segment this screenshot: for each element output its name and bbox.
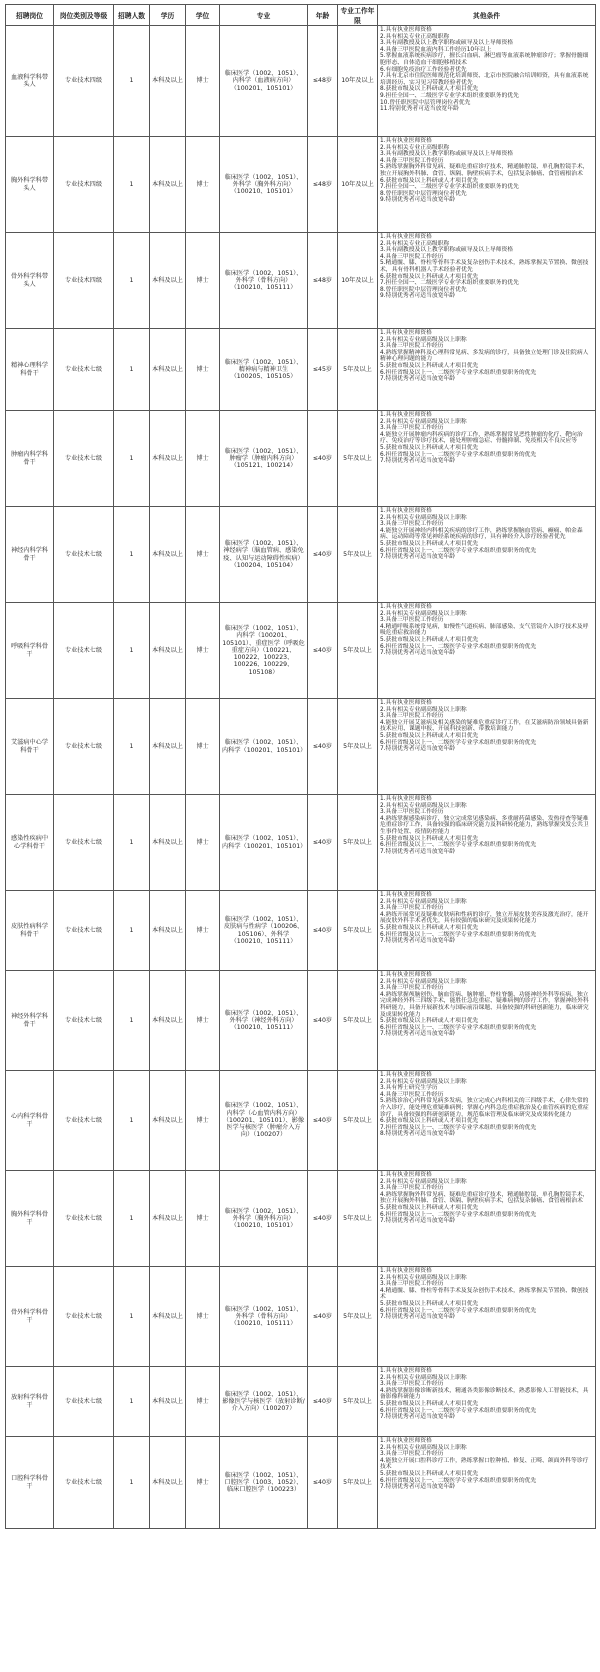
requirement-line: 6.担任省级及以上一、二级医学专业学术组织重要职务的优先 [380, 931, 537, 938]
post-cell: 神经内科学科骨干 [6, 507, 54, 603]
requirement-line: 5.获批市级及以上科研或人才项目优先 [380, 1300, 479, 1307]
count-cell: 1 [114, 1071, 150, 1171]
table-row [6, 411, 596, 507]
edu-cell: 本科及以上 [150, 1367, 186, 1437]
count-cell: 1 [114, 971, 150, 1071]
requirement-line: 5.获批市级及以上科研或人才项目优先 [380, 1204, 479, 1211]
requirement-line: 4.能独立开展口腔科诊疗工作，熟练掌握口腔种植、修复、正畸、颌面外科等诊疗技术 [380, 1457, 589, 1471]
requirement-line: 4.精通呼吸系统常见病，如慢性气道疾病、肺部感染、支气管镜介入诊疗技术及呼吸危重症救治能力 [380, 623, 589, 637]
age-cell: ≤40岁 [308, 603, 338, 699]
level-cell: 专业技术七级 [54, 411, 114, 507]
degree-cell: 博士 [186, 1071, 220, 1171]
degree-cell: 博士 [186, 137, 220, 233]
count-cell: 1 [114, 699, 150, 795]
requirement-line: 7.担任全国一、二级医学专业学术组织重要职务的优先 [380, 280, 519, 287]
requirement-line: 4.能独立开展神经内科相关疾病的诊疗工作，熟练掌握脑血管病、癫痫、帕金森病、运动障碍等常见神经系统疾病的诊疗，具有神经介入诊疗经验者优先 [380, 527, 583, 541]
major-cell: 临床医学（1002、1051）、影像医学与核医学（放射诊断/介入方向）（100207） [220, 1367, 308, 1437]
requirement-line: 8.曾任职医院中层管理岗位者优先 [380, 286, 467, 293]
degree-cell: 博士 [186, 1171, 220, 1267]
degree-cell: 博士 [186, 891, 220, 971]
count-cell: 1 [114, 411, 150, 507]
count-cell: 1 [114, 26, 150, 137]
level-cell: 专业技术七级 [54, 1437, 114, 1529]
requirements-cell [378, 329, 596, 411]
level-cell: 专业技术七级 [54, 795, 114, 891]
post-cell: 骨外科学科带头人 [6, 233, 54, 329]
requirement-line: 5.精通髋、膝、脊柱等骨科手术及复杂创伤手术技术，熟练掌握关节置换、微创技术，具有骨科机器人手术经验者优先 [380, 260, 589, 273]
requirement-line: 1.具有执业医师资格 [380, 412, 432, 418]
level-cell: 专业技术七级 [54, 699, 114, 795]
requirement-line: 2.具有相关专业副高级及以上职称 [380, 336, 467, 343]
degree-cell: 博士 [186, 1437, 220, 1529]
requirement-line: 4.熟练掌握颅脑创伤、脑血管病、脑肿瘤、脊柱脊髓、功能神经外科等疾病，独立完成神经外科三四级手术，能胜任急危重症、疑难病例的诊疗工作，掌握神经外科科研能力，具备开展新技术与国际前沿课题、具备较强的科研创新能力，临床研究及成果转化能力 [380, 991, 589, 1018]
requirement-line: 2.具有相关专业正高级职称 [380, 33, 450, 40]
count-cell: 1 [114, 1437, 150, 1529]
degree-cell: 博士 [186, 329, 220, 411]
table-row [6, 795, 596, 891]
requirement-line: 3.具有副教授及以上教学职称或硕导及以上导师资格 [380, 247, 514, 254]
requirements-cell [378, 1171, 596, 1267]
years-cell: 5年及以上 [338, 329, 378, 411]
requirement-line: 3.具备三甲医院工作经历 [380, 617, 444, 624]
post-cell: 骨外科学科骨干 [6, 1267, 54, 1367]
age-cell: ≤40岁 [308, 699, 338, 795]
edu-cell: 本科及以上 [150, 411, 186, 507]
requirements-cell [378, 603, 596, 699]
table-row [6, 1267, 596, 1367]
post-cell: 神经外科学科骨干 [6, 971, 54, 1071]
edu-cell: 本科及以上 [150, 507, 186, 603]
requirement-line: 9.特别优秀者可适当放宽年龄 [380, 293, 456, 300]
header-age: 年龄 [308, 5, 338, 26]
edu-cell: 本科及以上 [150, 699, 186, 795]
requirement-line: 6.有细胞免疫治疗工作经验者优先 [380, 66, 467, 73]
post-cell: 呼吸科学科骨干 [6, 603, 54, 699]
edu-cell: 本科及以上 [150, 891, 186, 971]
requirements-cell [378, 26, 596, 137]
level-cell: 专业技术七级 [54, 329, 114, 411]
requirement-line: 5.获批市级及以上科研或人才项目优先 [380, 636, 479, 643]
table-row [6, 1171, 596, 1267]
post-cell: 感染性疾病中心学科骨干 [6, 795, 54, 891]
table-row [6, 1437, 596, 1529]
level-cell: 专业技术七级 [54, 1071, 114, 1171]
header-years: 专业工作年限 [338, 5, 378, 26]
requirements-cell [378, 1267, 596, 1367]
requirement-line: 6.担任省级及以上一、二级医学专业学术组织重要职务的优先 [380, 1407, 537, 1414]
requirement-line: 11.特别优秀者可适当放宽年龄 [380, 106, 459, 113]
requirement-line: 6.获批市级及以上科研或人才项目优先 [380, 1118, 479, 1125]
table-row [6, 233, 596, 329]
age-cell: ≤48岁 [308, 233, 338, 329]
requirement-line: 2.具有相关专业副高级及以上职称 [380, 802, 467, 809]
requirement-line: 7.特别优秀者可适当放宽年龄 [380, 1031, 456, 1038]
major-cell: 临床医学（1002、1051）、皮肤病与性病学（100206、105106）、外科学（100210、105111） [220, 891, 308, 971]
post-cell: 血液科学科带头人 [6, 26, 54, 137]
requirements-cell [378, 1437, 596, 1529]
level-cell: 专业技术七级 [54, 1267, 114, 1367]
years-cell: 5年及以上 [338, 1267, 378, 1367]
years-cell: 5年及以上 [338, 795, 378, 891]
requirement-line: 7.特别优秀者可适当放宽年龄 [380, 1218, 456, 1225]
age-cell: ≤40岁 [308, 507, 338, 603]
major-cell: 临床医学（1002、1051）、神经病学（脑血管病、感染免疫、认知与运动障碍性疾病）（100204、105104） [220, 507, 308, 603]
requirement-line: 6.获批市级及以上科研或人才项目优先 [380, 177, 479, 184]
requirement-line: 5.掌握血液系统疾病诊疗，擅长白血病、淋巴瘤等血液系统肿瘤诊疗；掌握骨髓细胞形态、自体造血干细胞移植技术 [380, 53, 589, 66]
header-post: 招聘岗位 [6, 5, 54, 26]
age-cell: ≤40岁 [308, 795, 338, 891]
requirement-line: 3.具有副教授及以上教学职称或硕导及以上导师资格 [380, 40, 514, 47]
requirement-line: 2.具有相关专业副高级及以上职称 [380, 978, 467, 985]
years-cell: 5年及以上 [338, 507, 378, 603]
major-cell: 临床医学（1002、1051）、外科学（神经外科方向）（100210、105111） [220, 971, 308, 1071]
post-cell: 皮肤性病科学科骨干 [6, 891, 54, 971]
requirements-cell [378, 1367, 596, 1437]
degree-cell: 博士 [186, 795, 220, 891]
recruitment-table [5, 4, 596, 1529]
years-cell: 5年及以上 [338, 1367, 378, 1437]
age-cell: ≤40岁 [308, 1367, 338, 1437]
edu-cell: 本科及以上 [150, 329, 186, 411]
level-cell: 专业技术四级 [54, 233, 114, 329]
requirement-line: 5.获批市级及以上科研或人才项目优先 [380, 835, 479, 842]
requirement-line: 3.具有副教授及以上教学职称或硕导及以上导师资格 [380, 151, 514, 158]
requirement-line: 4.具备三甲医院工作经历 [380, 157, 444, 164]
edu-cell: 本科及以上 [150, 1071, 186, 1171]
requirement-line: 5.获批市级及以上科研或人才项目优先 [380, 444, 479, 451]
count-cell: 1 [114, 507, 150, 603]
age-cell: ≤48岁 [308, 137, 338, 233]
age-cell: ≤40岁 [308, 411, 338, 507]
header-requirements: 其他条件 [378, 5, 596, 26]
count-cell: 1 [114, 603, 150, 699]
requirement-line: 4.熟练开展常见及疑难皮肤病和性病的诊疗，独立开展皮肤美容及激光治疗，能开展皮肤外科手术者优先，具有较强的临床研究及成果转化能力 [380, 911, 589, 925]
requirement-line: 1.具有执业医师资格 [380, 972, 432, 978]
major-cell: 临床医学（1002、1051）、内科学（血液病方向）（100201、105101） [220, 26, 308, 137]
requirement-line: 2.具有相关专业副高级及以上职称 [380, 418, 467, 425]
years-cell: 5年及以上 [338, 603, 378, 699]
table-row [6, 507, 596, 603]
edu-cell: 本科及以上 [150, 795, 186, 891]
years-cell: 10年及以上 [338, 26, 378, 137]
major-cell: 临床医学（1002、1051）、口腔医学（1003、1052）、临床口腔医学（100223） [220, 1437, 308, 1529]
table-row [6, 891, 596, 971]
degree-cell: 博士 [186, 411, 220, 507]
table-row [6, 329, 596, 411]
requirement-line: 4.熟练掌握影像诊断新技术，精通各类影像诊断技术，熟悉影像人工智能技术，具备影像科研能力 [380, 1387, 589, 1401]
level-cell: 专业技术七级 [54, 891, 114, 971]
requirement-line: 1.具有执业医师资格 [380, 234, 432, 240]
edu-cell: 本科及以上 [150, 971, 186, 1071]
requirement-line: 3.具备三甲医院工作经历 [380, 713, 444, 720]
years-cell: 5年及以上 [338, 891, 378, 971]
requirement-line: 4.具备三甲医院工作经历 [380, 1091, 444, 1098]
requirement-line: 1.具有执业医师资格 [380, 1268, 432, 1274]
requirement-line: 2.具有相关专业副高级及以上职称 [380, 1444, 467, 1451]
requirement-line: 1.具有执业医师资格 [380, 1172, 432, 1178]
requirement-line: 2.具有相关专业副高级及以上职称 [380, 1078, 467, 1085]
requirement-line: 4.熟练掌握感染病诊疗，独立完成常见感染病、多重耐药菌感染、发热待查等疑难危重症诊疗工作，具备较强的临床研究能力及科研转化能力，熟练掌握突发公共卫生事件处置、疫情防控能力 [380, 815, 589, 835]
requirement-line: 5.获批市级及以上科研或人才项目优先 [380, 1018, 479, 1025]
requirements-cell [378, 137, 596, 233]
requirements-cell [378, 795, 596, 891]
requirement-line: 1.具有执业医师资格 [380, 1368, 432, 1374]
count-cell: 1 [114, 795, 150, 891]
requirement-line: 5.获批市级及以上科研或人才项目优先 [380, 1470, 479, 1477]
requirement-line: 3.具备三甲医院工作经历 [380, 1381, 444, 1388]
years-cell: 5年及以上 [338, 971, 378, 1071]
degree-cell: 博士 [186, 26, 220, 137]
requirement-line: 8.获批市级及以上科研或人才项目优先 [380, 86, 479, 93]
header-row [6, 5, 596, 26]
requirement-line: 5.获批市级及以上科研或人才项目优先 [380, 362, 479, 369]
table-row [6, 1367, 596, 1437]
edu-cell: 本科及以上 [150, 233, 186, 329]
requirement-line: 6.担任省级及以上一、二级医学专业学术组织重要职务的优先 [380, 369, 537, 376]
requirement-line: 6.担任省级及以上一、二级医学专业学术组织重要职务的优先 [380, 1211, 537, 1218]
degree-cell: 博士 [186, 233, 220, 329]
requirement-line: 1.具有执业医师资格 [380, 27, 432, 33]
age-cell: ≤40岁 [308, 1437, 338, 1529]
requirement-line: 5.获批市级及以上科研或人才项目优先 [380, 540, 479, 547]
years-cell: 5年及以上 [338, 1171, 378, 1267]
requirement-line: 6.担任省级及以上一、二级医学专业学术组织重要职务的优先 [380, 547, 537, 554]
requirement-line: 3.具备三甲医院工作经历 [380, 905, 444, 912]
degree-cell: 博士 [186, 699, 220, 795]
requirement-line: 6.担任省级及以上一、二级医学专业学术组织重要职务的优先 [380, 1307, 537, 1314]
requirement-line: 4.熟练掌握胸外科常见病、疑难危重症诊疗技术，精通肺腔镜、单孔胸腔镜手术，独立开展胸外科肺、食管、纵隔、胸壁疾病手术，包括复杂肺癌、食管癌根治术 [380, 1191, 589, 1205]
years-cell: 5年及以上 [338, 1437, 378, 1529]
requirement-line: 4.具备三甲医院血液内科工作经历10年以上 [380, 46, 492, 53]
requirement-line: 3.具备三甲医院工作经历 [380, 521, 444, 528]
post-cell: 口腔科学科骨干 [6, 1437, 54, 1529]
requirement-line: 5.获批市级及以上科研或人才项目优先 [380, 924, 479, 931]
degree-cell: 博士 [186, 1367, 220, 1437]
major-cell: 临床医学（1002、1051）、外科学（骨科方向）（100210、105111） [220, 1267, 308, 1367]
table-row [6, 699, 596, 795]
edu-cell: 本科及以上 [150, 1437, 186, 1529]
requirement-line: 2.具有相关专业正高级职称 [380, 240, 450, 247]
major-cell: 临床医学（1002、1051）、内科学（100201、105101） [220, 795, 308, 891]
requirement-line: 1.具有执业医师资格 [380, 604, 432, 610]
major-cell: 临床医学（1002、1051）、外科学（骨科方向）（100210、105111） [220, 233, 308, 329]
count-cell: 1 [114, 1171, 150, 1267]
major-cell: 临床医学（1002、1051）、外科学（胸外科方向）（100210、105101） [220, 137, 308, 233]
major-cell: 临床医学（1002、1051）、内科学（心血管内科方向）（100201、105101）、影像医学与核医学（肿瘤介入方向）（100207） [220, 1071, 308, 1171]
requirement-line: 2.具有相关专业副高级及以上职称 [380, 1274, 467, 1281]
requirement-line: 6.担任省级及以上一、二级医学专业学术组织重要职务的优先 [380, 451, 537, 458]
requirements-cell [378, 971, 596, 1071]
count-cell: 1 [114, 1367, 150, 1437]
requirement-line: 8.特别优秀者可适当放宽年龄 [380, 1131, 456, 1138]
requirement-line: 6.担任省级及以上一、二级医学专业学术组织重要职务的优先 [380, 739, 537, 746]
requirement-line: 5.熟练诊治心内科常见病多发病，独立完成心内科相关的三四级手术，心律失常的介入诊疗，能处理危重疑难病例；掌握心内科急危重症救治及心血管疾病的危重症诊疗，具备较强的科研创新能力，规范临床管理及临床研究及成果转化能力 [380, 1098, 589, 1118]
post-cell: 胸外科学科带头人 [6, 137, 54, 233]
requirement-line: 7.特别优秀者可适当放宽年龄 [380, 458, 456, 465]
major-cell: 临床医学（1002、1051）、外科学（胸外科方向）（100210、105101） [220, 1171, 308, 1267]
requirement-line: 1.具有执业医师资格 [380, 1438, 432, 1444]
age-cell: ≤40岁 [308, 891, 338, 971]
requirement-line: 8.曾任职医院中层管理岗位者优先 [380, 190, 467, 197]
degree-cell: 博士 [186, 603, 220, 699]
degree-cell: 博士 [186, 1267, 220, 1367]
requirement-line: 9.特别优秀者可适当放宽年龄 [380, 197, 456, 204]
requirement-line: 7.特别优秀者可适当放宽年龄 [380, 376, 456, 383]
requirement-line: 7.担任省级及以上一、二级医学专业学术组织重要职务的优先 [380, 1124, 537, 1131]
header-level: 岗位类别及等级 [54, 5, 114, 26]
requirement-line: 3.具备三甲医院工作经历 [380, 343, 444, 350]
requirement-line: 7.特别优秀者可适当放宽年龄 [380, 650, 456, 657]
requirement-line: 3.具有博士研究生学历 [380, 1085, 438, 1092]
edu-cell: 本科及以上 [150, 1171, 186, 1267]
requirement-line: 5.获批市级及以上科研或人才项目优先 [380, 732, 479, 739]
requirement-line: 6.担任省级及以上一、二级医学专业学术组织重要职务的优先 [380, 1024, 537, 1031]
count-cell: 1 [114, 329, 150, 411]
requirement-line: 5.熟练掌握胸外科常见病、疑难危重症诊疗技术，精通肺腔镜、单孔胸腔镜手术，独立开展胸外科肺、食管、纵隔、胸壁疾病手术，包括复杂肺癌、食管癌根治术 [380, 164, 589, 177]
years-cell: 10年及以上 [338, 233, 378, 329]
edu-cell: 本科及以上 [150, 603, 186, 699]
requirement-line: 1.具有执业医师资格 [380, 138, 432, 144]
requirement-line: 2.具有相关专业副高级及以上职称 [380, 514, 467, 521]
requirement-line: 6.担任省级及以上一、二级医学专业学术组织重要职务的优先 [380, 1477, 537, 1484]
requirement-line: 3.具备三甲医院工作经历 [380, 1185, 444, 1192]
requirement-line: 2.具有相关专业副高级及以上职称 [380, 610, 467, 617]
level-cell: 专业技术七级 [54, 971, 114, 1071]
requirement-line: 7.特别优秀者可适当放宽年龄 [380, 1314, 456, 1321]
years-cell: 5年及以上 [338, 411, 378, 507]
requirement-line: 10.曾任职医院中层管理岗位者优先 [380, 99, 471, 106]
post-cell: 心内科学科骨干 [6, 1071, 54, 1171]
years-cell: 5年及以上 [338, 699, 378, 795]
requirements-cell [378, 507, 596, 603]
requirement-line: 6.担任省级及以上一、二级医学专业学术组织重要职务的优先 [380, 842, 537, 849]
count-cell: 1 [114, 137, 150, 233]
requirement-line: 4.能独立开展艾滋病及相关感染的疑难危重症诊疗工作，在艾滋病防治领域具备新技术应用、课题申报、开展科技创新、带教培训能力 [380, 719, 589, 733]
requirement-line: 7.特别优秀者可适当放宽年龄 [380, 848, 456, 855]
age-cell: ≤40岁 [308, 1071, 338, 1171]
age-cell: ≤48岁 [308, 26, 338, 137]
requirement-line: 9.担任全国一、二级医学专业学术组织重要职务的优先 [380, 92, 519, 99]
count-cell: 1 [114, 1267, 150, 1367]
table-row [6, 26, 596, 137]
count-cell: 1 [114, 891, 150, 971]
header-edu: 学历 [150, 5, 186, 26]
requirement-line: 1.具有执业医师资格 [380, 508, 432, 514]
age-cell: ≤45岁 [308, 329, 338, 411]
requirement-line: 1.具有执业医师资格 [380, 1072, 432, 1078]
requirement-line: 1.具有执业医师资格 [380, 330, 432, 336]
requirement-line: 7.担任全国一、二级医学专业学术组织重要职务的优先 [380, 184, 519, 191]
requirements-cell [378, 411, 596, 507]
level-cell: 专业技术七级 [54, 603, 114, 699]
table-row [6, 603, 596, 699]
count-cell: 1 [114, 233, 150, 329]
requirement-line: 4.具备三甲医院工作经历 [380, 253, 444, 260]
requirement-line: 4.熟练掌握精神科及心理科常见病、多发病的诊疗，具备独立处理门诊及住院病人精神心理问题的能力 [380, 349, 589, 363]
requirement-line: 4.精通髋、膝、脊柱等骨科手术及复杂创伤手术技术，熟练掌握关节置换、微创技术 [380, 1287, 589, 1301]
major-cell: 临床医学（1002、1051）、精神病与精神卫生（100205、105105） [220, 329, 308, 411]
edu-cell: 本科及以上 [150, 1267, 186, 1367]
years-cell: 10年及以上 [338, 137, 378, 233]
level-cell: 专业技术七级 [54, 1171, 114, 1267]
requirement-line: 7.特别优秀者可适当放宽年龄 [380, 554, 456, 561]
header-count: 招聘人数 [114, 5, 150, 26]
requirement-line: 2.具有相关专业正高级职称 [380, 144, 450, 151]
requirement-line: 7.特别优秀者可适当放宽年龄 [380, 1484, 456, 1491]
level-cell: 专业技术七级 [54, 1367, 114, 1437]
edu-cell: 本科及以上 [150, 137, 186, 233]
requirement-line: 3.具备三甲医院工作经历 [380, 1281, 444, 1288]
age-cell: ≤40岁 [308, 971, 338, 1071]
requirements-cell [378, 699, 596, 795]
level-cell: 专业技术四级 [54, 137, 114, 233]
header-major: 专业 [220, 5, 308, 26]
level-cell: 专业技术四级 [54, 26, 114, 137]
post-cell: 精神心理科学科骨干 [6, 329, 54, 411]
requirement-line: 3.具备三甲医院工作经历 [380, 425, 444, 432]
level-cell: 专业技术七级 [54, 507, 114, 603]
requirement-line: 7.具有北京市住院医师规范化培训师资、北京市医院融合培训师资，具有血液系统培训经历、实习见习带教经验者优先 [380, 73, 589, 86]
requirement-line: 2.具有相关专业副高级及以上职称 [380, 706, 467, 713]
requirement-line: 7.特别优秀者可适当放宽年龄 [380, 938, 456, 945]
major-cell: 临床医学（1002、1051）、内科学（100201、105101）、重症医学（呼吸危重症方向）（100221、100222、100223、100226、100229、105108） [220, 603, 308, 699]
requirements-cell [378, 891, 596, 971]
requirement-line: 6.担任省级及以上一、二级医学专业学术组织重要职务的优先 [380, 643, 537, 650]
requirements-cell [378, 233, 596, 329]
requirement-line: 3.具备三甲医院工作经历 [380, 985, 444, 992]
requirement-line: 2.具有相关专业副高级及以上职称 [380, 1178, 467, 1185]
requirement-line: 3.具备三甲医院工作经历 [380, 1451, 444, 1458]
requirement-line: 1.具有执业医师资格 [380, 700, 432, 706]
edu-cell: 本科及以上 [150, 26, 186, 137]
requirement-line: 5.获批市级及以上科研或人才项目优先 [380, 1400, 479, 1407]
requirement-line: 7.特别优秀者可适当放宽年龄 [380, 1414, 456, 1421]
requirement-line: 7.特别优秀者可适当放宽年龄 [380, 746, 456, 753]
post-cell: 艾滋病中心学科骨干 [6, 699, 54, 795]
post-cell: 肿瘤内科学科骨干 [6, 411, 54, 507]
requirement-line: 2.具有相关专业副高级及以上职称 [380, 1374, 467, 1381]
age-cell: ≤40岁 [308, 1267, 338, 1367]
table-row [6, 1071, 596, 1171]
requirement-line: 4.能独立开展肿瘤内科疾病的诊疗工作，熟练掌握常见恶性肿瘤的化疗、靶向治疗、免疫治疗等诊疗技术，能处理肿瘤急症、骨髓抑制、免疫相关不良反应等 [380, 431, 583, 445]
requirement-line: 3.具备三甲医院工作经历 [380, 809, 444, 816]
major-cell: 临床医学（1002、1051）、内科学（100201、105101） [220, 699, 308, 795]
requirement-line: 1.具有执业医师资格 [380, 796, 432, 802]
age-cell: ≤40岁 [308, 1171, 338, 1267]
degree-cell: 博士 [186, 507, 220, 603]
post-cell: 放射科学科骨干 [6, 1367, 54, 1437]
post-cell: 胸外科学科骨干 [6, 1171, 54, 1267]
requirements-cell [378, 1071, 596, 1171]
degree-cell: 博士 [186, 971, 220, 1071]
requirement-line: 1.具有执业医师资格 [380, 892, 432, 898]
table-row [6, 971, 596, 1071]
requirement-line: 2.具有相关专业副高级及以上职称 [380, 898, 467, 905]
major-cell: 临床医学（1002、1051）、肿瘤学（肿瘤内科方向）（105121、100214） [220, 411, 308, 507]
table-row [6, 137, 596, 233]
years-cell: 5年及以上 [338, 1071, 378, 1171]
requirement-line: 6.获批市级及以上科研或人才项目优先 [380, 273, 479, 280]
header-degree: 学位 [186, 5, 220, 26]
